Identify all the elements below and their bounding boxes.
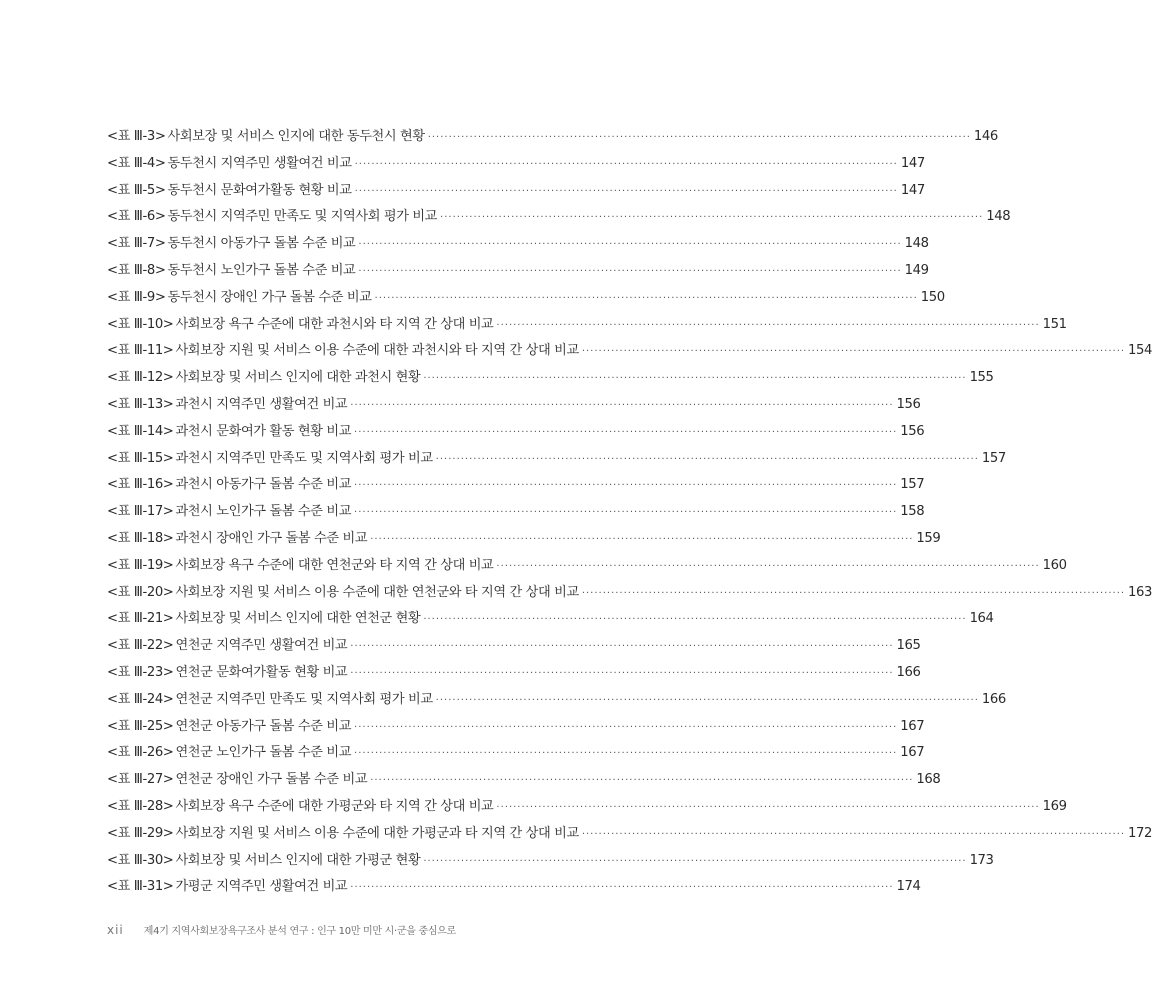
toc-entry-page: 157	[981, 450, 1006, 466]
toc-entry-number: <표 Ⅲ-17>	[107, 504, 174, 520]
toc-entry[interactable]	[107, 767, 941, 794]
toc-dot-leader	[496, 795, 1039, 822]
toc-entry[interactable]	[107, 687, 1006, 714]
toc-dot-leader	[350, 393, 893, 420]
toc-entry-title: 과천시 장애인 가구 돌봄 수준 비교	[175, 530, 368, 546]
toc-entry-number: <표 Ⅲ-29>	[107, 825, 174, 841]
toc-dot-leader	[582, 822, 1125, 849]
toc-entry-title: 동두천시 지역주민 생활여건 비교	[167, 155, 352, 171]
toc-entry-number: <표 Ⅲ-6>	[107, 209, 166, 225]
toc-entry-number: <표 Ⅲ-30>	[107, 852, 174, 868]
toc-entry[interactable]	[107, 794, 1067, 821]
toc-entry-title: 사회보장 및 서비스 인지에 대한 가평군 현황	[175, 852, 421, 868]
toc-entry[interactable]	[107, 714, 925, 741]
toc-entry-number: <표 Ⅲ-22>	[107, 638, 174, 654]
toc-entry-page: 167	[900, 745, 925, 761]
toc-entry[interactable]	[107, 338, 1152, 365]
toc-entry[interactable]	[107, 204, 1011, 231]
toc-dot-leader	[358, 232, 901, 259]
toc-entry-number: <표 Ⅲ-23>	[107, 664, 174, 680]
toc-entry-page: 167	[900, 718, 925, 734]
toc-entry-page: 156	[896, 396, 921, 412]
toc-entry-page: 173	[969, 852, 994, 868]
toc-entry-title: 과천시 지역주민 생활여건 비교	[175, 396, 348, 412]
toc-entry-title: 사회보장 및 서비스 인지에 대한 연천군 현황	[175, 611, 421, 627]
toc-entry-title: 사회보장 욕구 수준에 대한 과천시와 타 지역 간 상대 비교	[175, 316, 494, 332]
toc-entry-page: 147	[900, 155, 925, 171]
toc-entry-page: 157	[900, 477, 925, 493]
toc-entry[interactable]	[107, 151, 925, 178]
footer-running-title: 제4기 지역사회보장욕구조사 분석 연구 : 인구 10만 미만 시·군을 중심으로	[143, 926, 456, 937]
toc-entry-number: <표 Ⅲ-24>	[107, 691, 174, 707]
toc-entry-title: 과천시 아동가구 돌봄 수준 비교	[175, 477, 352, 493]
toc-entry-title: 사회보장 욕구 수준에 대한 가평군와 타 지역 간 상대 비교	[175, 798, 494, 814]
toc-entry-page: 148	[904, 236, 929, 252]
toc-dot-leader	[350, 875, 893, 902]
toc-entry-page: 164	[969, 611, 994, 627]
toc-entry-title: 동두천시 장애인 가구 돌봄 수준 비교	[167, 289, 372, 305]
toc-entry-page: 174	[896, 879, 921, 895]
toc-entry[interactable]	[107, 874, 921, 901]
toc-entry-number: <표 Ⅲ-10>	[107, 316, 174, 332]
toc-entry-page: 154	[1128, 343, 1152, 359]
toc-entry-number: <표 Ⅲ-12>	[107, 370, 174, 386]
toc-entry-title: 연천군 문화여가활동 현황 비교	[175, 664, 348, 680]
toc-entry-page: 155	[969, 370, 994, 386]
table-of-contents	[107, 124, 1152, 901]
toc-entry-page: 160	[1042, 557, 1067, 573]
toc-entry-page: 169	[1042, 798, 1067, 814]
toc-dot-leader	[496, 554, 1039, 581]
toc-entry[interactable]	[107, 446, 1006, 473]
toc-entry-number: <표 Ⅲ-20>	[107, 584, 174, 600]
toc-entry-number: <표 Ⅲ-15>	[107, 450, 174, 466]
toc-dot-leader	[354, 741, 897, 768]
toc-entry-number: <표 Ⅲ-4>	[107, 155, 166, 171]
toc-entry-number: <표 Ⅲ-11>	[107, 343, 174, 359]
toc-entry-page: 165	[896, 638, 921, 654]
toc-dot-leader	[350, 634, 893, 661]
toc-entry-page: 163	[1128, 584, 1152, 600]
toc-dot-leader	[428, 125, 971, 152]
toc-entry[interactable]	[107, 231, 929, 258]
toc-entry[interactable]	[107, 526, 941, 553]
toc-entry-page: 148	[986, 209, 1011, 225]
toc-dot-leader	[355, 152, 898, 179]
toc-dot-leader	[436, 447, 979, 474]
toc-entry-page: 159	[916, 530, 941, 546]
toc-entry-page: 146	[973, 129, 998, 144]
toc-dot-leader	[423, 607, 966, 634]
page-footer	[107, 922, 456, 937]
toc-entry-number: <표 Ⅲ-31>	[107, 879, 174, 895]
toc-entry[interactable]	[107, 419, 925, 446]
toc-dot-leader	[582, 581, 1125, 608]
toc-entry[interactable]	[107, 553, 1067, 580]
toc-entry-page: 156	[900, 423, 925, 439]
toc-entry-number: <표 Ⅲ-25>	[107, 718, 174, 734]
toc-entry-number: <표 Ⅲ-8>	[107, 262, 166, 278]
toc-entry-title: 가평군 지역주민 생활여건 비교	[175, 879, 348, 895]
toc-entry-title: 사회보장 욕구 수준에 대한 연천군와 타 지역 간 상대 비교	[175, 557, 494, 573]
toc-dot-leader	[354, 500, 897, 527]
toc-entry-page: 151	[1042, 316, 1067, 332]
toc-dot-leader	[350, 661, 893, 688]
toc-dot-leader	[370, 768, 913, 795]
toc-dot-leader	[354, 715, 897, 742]
toc-entry-title: 사회보장 지원 및 서비스 이용 수준에 대한 가평군과 타 지역 간 상대 비교	[175, 825, 579, 841]
toc-dot-leader	[354, 420, 897, 447]
toc-entry-page: 172	[1128, 825, 1152, 841]
toc-entry[interactable]	[107, 178, 925, 205]
toc-entry-title: 사회보장 지원 및 서비스 이용 수준에 대한 연천군와 타 지역 간 상대 비교	[175, 584, 579, 600]
toc-entry[interactable]	[107, 124, 998, 151]
toc-entry[interactable]	[107, 740, 925, 767]
toc-entry-page: 150	[920, 289, 945, 305]
toc-entry-number: <표 Ⅲ-18>	[107, 530, 174, 546]
toc-entry[interactable]	[107, 499, 925, 526]
toc-entry-title: 연천군 아동가구 돌봄 수준 비교	[175, 718, 352, 734]
toc-dot-leader	[582, 339, 1125, 366]
toc-entry-page: 166	[981, 691, 1006, 707]
toc-entry[interactable]	[107, 633, 921, 660]
toc-entry[interactable]	[107, 392, 921, 419]
toc-entry-page: 168	[916, 772, 941, 788]
footer-page-number: xii	[107, 923, 124, 937]
toc-entry-title: 과천시 노인가구 돌봄 수준 비교	[175, 504, 352, 520]
toc-entry-number: <표 Ⅲ-16>	[107, 477, 174, 493]
toc-entry-title: 사회보장 지원 및 서비스 이용 수준에 대한 과천시와 타 지역 간 상대 비교	[175, 343, 579, 359]
toc-entry-title: 사회보장 및 서비스 인지에 대한 동두천시 현황	[167, 129, 425, 144]
toc-entry-number: <표 Ⅲ-19>	[107, 557, 174, 573]
toc-dot-leader	[423, 366, 966, 393]
toc-entry-number: <표 Ⅲ-9>	[107, 289, 166, 305]
toc-entry[interactable]	[107, 258, 929, 285]
toc-entry[interactable]	[107, 821, 1152, 848]
toc-entry-number: <표 Ⅲ-28>	[107, 798, 174, 814]
toc-entry[interactable]	[107, 848, 994, 875]
toc-entry-page: 147	[900, 182, 925, 198]
toc-entry-page: 166	[896, 664, 921, 680]
toc-entry-number: <표 Ⅲ-26>	[107, 745, 174, 761]
toc-entry-title: 과천시 문화여가 활동 현황 비교	[175, 423, 352, 439]
toc-entry-title: 동두천시 지역주민 만족도 및 지역사회 평가 비교	[167, 209, 438, 225]
toc-entry-title: 연천군 지역주민 생활여건 비교	[175, 638, 348, 654]
toc-entry-number: <표 Ⅲ-27>	[107, 772, 174, 788]
toc-entry[interactable]	[107, 660, 921, 687]
toc-entry-title: 사회보장 및 서비스 인지에 대한 과천시 현황	[175, 370, 421, 386]
toc-dot-leader	[496, 313, 1039, 340]
toc-entry-page: 158	[900, 504, 925, 520]
toc-entry-title: 동두천시 아동가구 돌봄 수준 비교	[167, 236, 356, 252]
toc-dot-leader	[375, 286, 918, 313]
toc-entry-number: <표 Ⅲ-21>	[107, 611, 174, 627]
toc-entry-number: <표 Ⅲ-14>	[107, 423, 174, 439]
toc-entry-page: 149	[904, 262, 929, 278]
toc-dot-leader	[358, 259, 901, 286]
toc-entry-number: <표 Ⅲ-5>	[107, 182, 166, 198]
toc-entry[interactable]	[107, 472, 925, 499]
toc-entry-number: <표 Ⅲ-7>	[107, 236, 166, 252]
toc-entry[interactable]	[107, 606, 994, 633]
toc-dot-leader	[423, 849, 966, 876]
toc-entry-title: 연천군 장애인 가구 돌봄 수준 비교	[175, 772, 368, 788]
toc-dot-leader	[354, 473, 897, 500]
toc-entry-title: 연천군 노인가구 돌봄 수준 비교	[175, 745, 352, 761]
toc-dot-leader	[355, 179, 898, 206]
toc-entry[interactable]	[107, 285, 945, 312]
toc-dot-leader	[436, 688, 979, 715]
toc-entry-number: <표 Ⅲ-13>	[107, 396, 174, 412]
toc-entry-title: 과천시 지역주민 만족도 및 지역사회 평가 비교	[175, 450, 433, 466]
toc-entry-number: <표 Ⅲ-3>	[107, 129, 166, 144]
toc-entry[interactable]	[107, 365, 994, 392]
toc-dot-leader	[370, 527, 913, 554]
toc-entry-title: 동두천시 문화여가활동 현황 비교	[167, 182, 352, 198]
toc-dot-leader	[440, 205, 983, 232]
toc-entry[interactable]	[107, 312, 1067, 339]
toc-entry-title: 동두천시 노인가구 돌봄 수준 비교	[167, 262, 356, 278]
toc-entry[interactable]	[107, 580, 1152, 607]
toc-entry-title: 연천군 지역주민 만족도 및 지역사회 평가 비교	[175, 691, 433, 707]
